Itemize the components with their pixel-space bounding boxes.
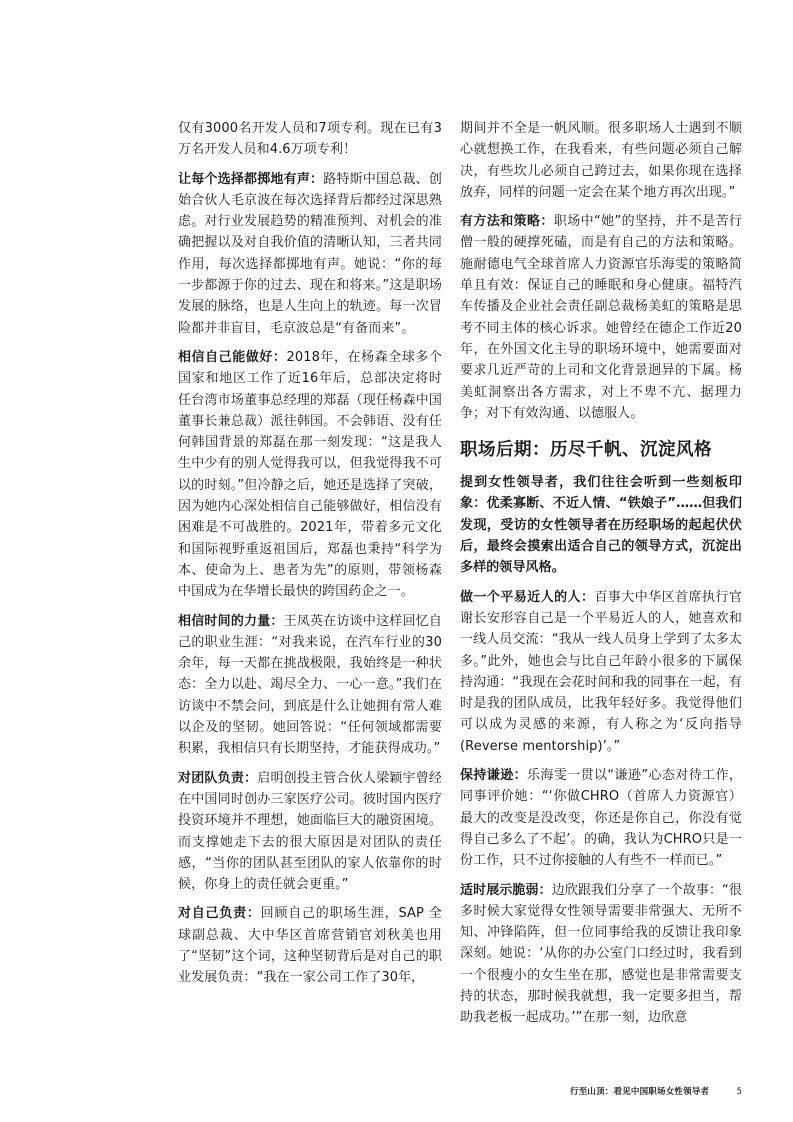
paragraph [178, 903, 442, 988]
paragraph-lead: 保持谦逊： [460, 768, 528, 784]
right-column [460, 118, 742, 1037]
paragraph-lead: 有方法和策略： [460, 214, 554, 230]
paragraph-text: 2018年，在杨森全球多个国家和地区工作了近16年后，总部决定将时任台湾市场董事总经理的郑磊（现任杨森中国董事长兼总裁）派往韩国。不会韩语、没有任何韩国背景的郑磊在那一刻发现：“这是我人生中少有的别人觉得我可以，但我觉得我不可以的时刻。”但冷静之后，她还是选择了突破，因为她内心深处相信自己能够做好，相信没有困难是不可战胜的。2021年，带着多元文化和国际视野重返祖国后，郑磊也秉持“科学为本、使命为上、患者为先”的原则，带领杨森中国成为在华增长最快的跨国药企之一。 [178, 349, 442, 600]
paragraph-text: 期间并不全是一帆风顺。很多职场人士遇到不顺心就想换工作，在我看来，有些问题必须自己解决，有些坎儿必须自己跨过去，如果你现在选择放弃，同样的问题一定会在某个地方再次出现。” [460, 121, 742, 200]
paragraph [178, 169, 442, 339]
paragraph-lead: 做一个平易近人的人： [460, 589, 595, 605]
paragraph-text: 乐海雯一贯以“谦逊”心态对待工作，同事评价她：“‘你做CHRO（首席人力资源官）最大的改变是没改变，你还是你自己，你没有觉得自己多么了不起’。的确，我认为CHRO只是一份工作，只不过你接触的人有些不一样而已。” [460, 768, 742, 869]
paragraph-lead: 让每个选择都掷地有声： [178, 171, 324, 187]
section-heading: 职场后期：历尽千帆、沉淀风格 [460, 440, 712, 461]
paragraph-lead: 对团队负责： [178, 770, 258, 786]
paragraph-text: 路特斯中国总裁、创始合伙人毛京波在每次选择背后都经过深思熟虑。对行业发展趋势的精准预判、对机会的准确把握以及对自我价值的清晰认知，三者共同作用，每次选择都掷地有声。她说：“你的每一步都源于你的过去、现在和将来。”这是职场发展的脉络，也是人生向上的轨迹。每一次冒险都并非盲目，毛京波总是“有备而来”。 [178, 171, 442, 336]
paragraph [178, 347, 442, 603]
paragraph-lead: 对自己负责： [178, 906, 261, 922]
paragraph-text: 职场中“她”的坚持，并不是苦行僧一般的硬撑死磕，而是有自己的方法和策略。施耐德电气全球首席人力资源官乐海雯的策略简单且有效：保证自己的睡眠和身心健康。福特汽车传播及企业社会责任副总裁杨美虹的策略是思考不同主体的核心诉求。她曾经在德企工作近20年，在外国文化主导的职场环境中，她需要面对要求几近严苛的上司和文化背景迥异的下属。杨美虹洞察出各方需求，对上不卑不亢、据理力争；对下有效沟通、以德服人。 [460, 214, 742, 421]
paragraph-text: 仅有3000名开发人员和7项专利。现在已有3万名开发人员和4.6万项专利！ [178, 121, 442, 158]
page-number: 5 [736, 1087, 742, 1097]
paragraph [178, 768, 442, 896]
page-footer [570, 1086, 742, 1098]
paragraph-lead: 相信时间的力量： [178, 613, 284, 629]
section-intro: 提到女性领导者，我们往往会听到一些刻板印象：优柔寡断、不近人情、“铁娘子”……但我们发现，受访的女性领导者在历经职场的起起伏伏后，最终会摸索出适合自己的领导方式，沉淀出多样的领导风格。 [460, 475, 742, 576]
paragraph-lead: 适时展示脆弱： [460, 882, 552, 898]
paragraph-text: 百事大中华区首席执行官谢长安形容自己是一个平易近人的人，她喜欢和一线人员交流：“我从一线人员身上学到了太多太多。”此外，她也会与比自己年龄小很多的下属保持沟通：“我现在会花时间和我的同事在一起，有时是我的团队成员，比我年轻好多。我觉得他们可以成为灵感的来源，有人称之为‘反向指导(Reverse mentorship)’。” [460, 589, 742, 754]
paragraph-text: 王凤英在访谈中这样回忆自己的职业生涯：“对我来说，在汽车行业的30余年，每一天都在挑战极限，我始终是一种状态：全力以赴、竭尽全力、一心一意。”我们在访谈中不禁会问，到底是什么让她拥有常人难以企及的坚韧。她回答说：“任何领域都需要积累，我相信只有长期坚持，才能获得成功。” [178, 613, 442, 757]
paragraph [460, 118, 742, 203]
footer-title: 行至山顶：看见中国职场女性领导者 [570, 1087, 710, 1097]
paragraph [460, 211, 742, 424]
paragraph-text: 回顾自己的职场生涯，SAP 全球副总裁、大中华区首席营销官刘秋美也用了“坚韧”这个词，这种坚韧背后是对自己的职业发展负责：“我在一家公司工作了30年， [178, 906, 442, 986]
paragraph [460, 765, 742, 871]
paragraph-lead: 相信自己能做好： [178, 349, 287, 365]
paragraph [460, 880, 742, 1029]
paragraph [178, 611, 442, 760]
paragraph-text: 启明创投主管合伙人梁颖宇曾经在中国同时创办三家医疗公司。彼时国内医疗投资环境并不理想，她面临巨大的融资困境。而支撑她走下去的很大原因是对团队的责任感，“当你的团队甚至团队的家人依靠你的时候，你身上的责任就会更重。” [178, 770, 442, 893]
left-column [178, 118, 442, 997]
paragraph-text: 边欣跟我们分享了一个故事：“很多时候大家觉得女性领导需要非常强大、无所不知、冲锋陷阵，但一位同事给我的反馈让我印象深刻。她说：‘从你的办公室门口经过时，我看到一个很瘦小的女生坐在那，感觉也是非常需要支持的状态，那时候我就想，我一定要多担当，帮助我老板一起成功。’”在那一刻，边欣意 [460, 882, 742, 1026]
paragraph [178, 118, 442, 161]
paragraph [460, 587, 742, 757]
